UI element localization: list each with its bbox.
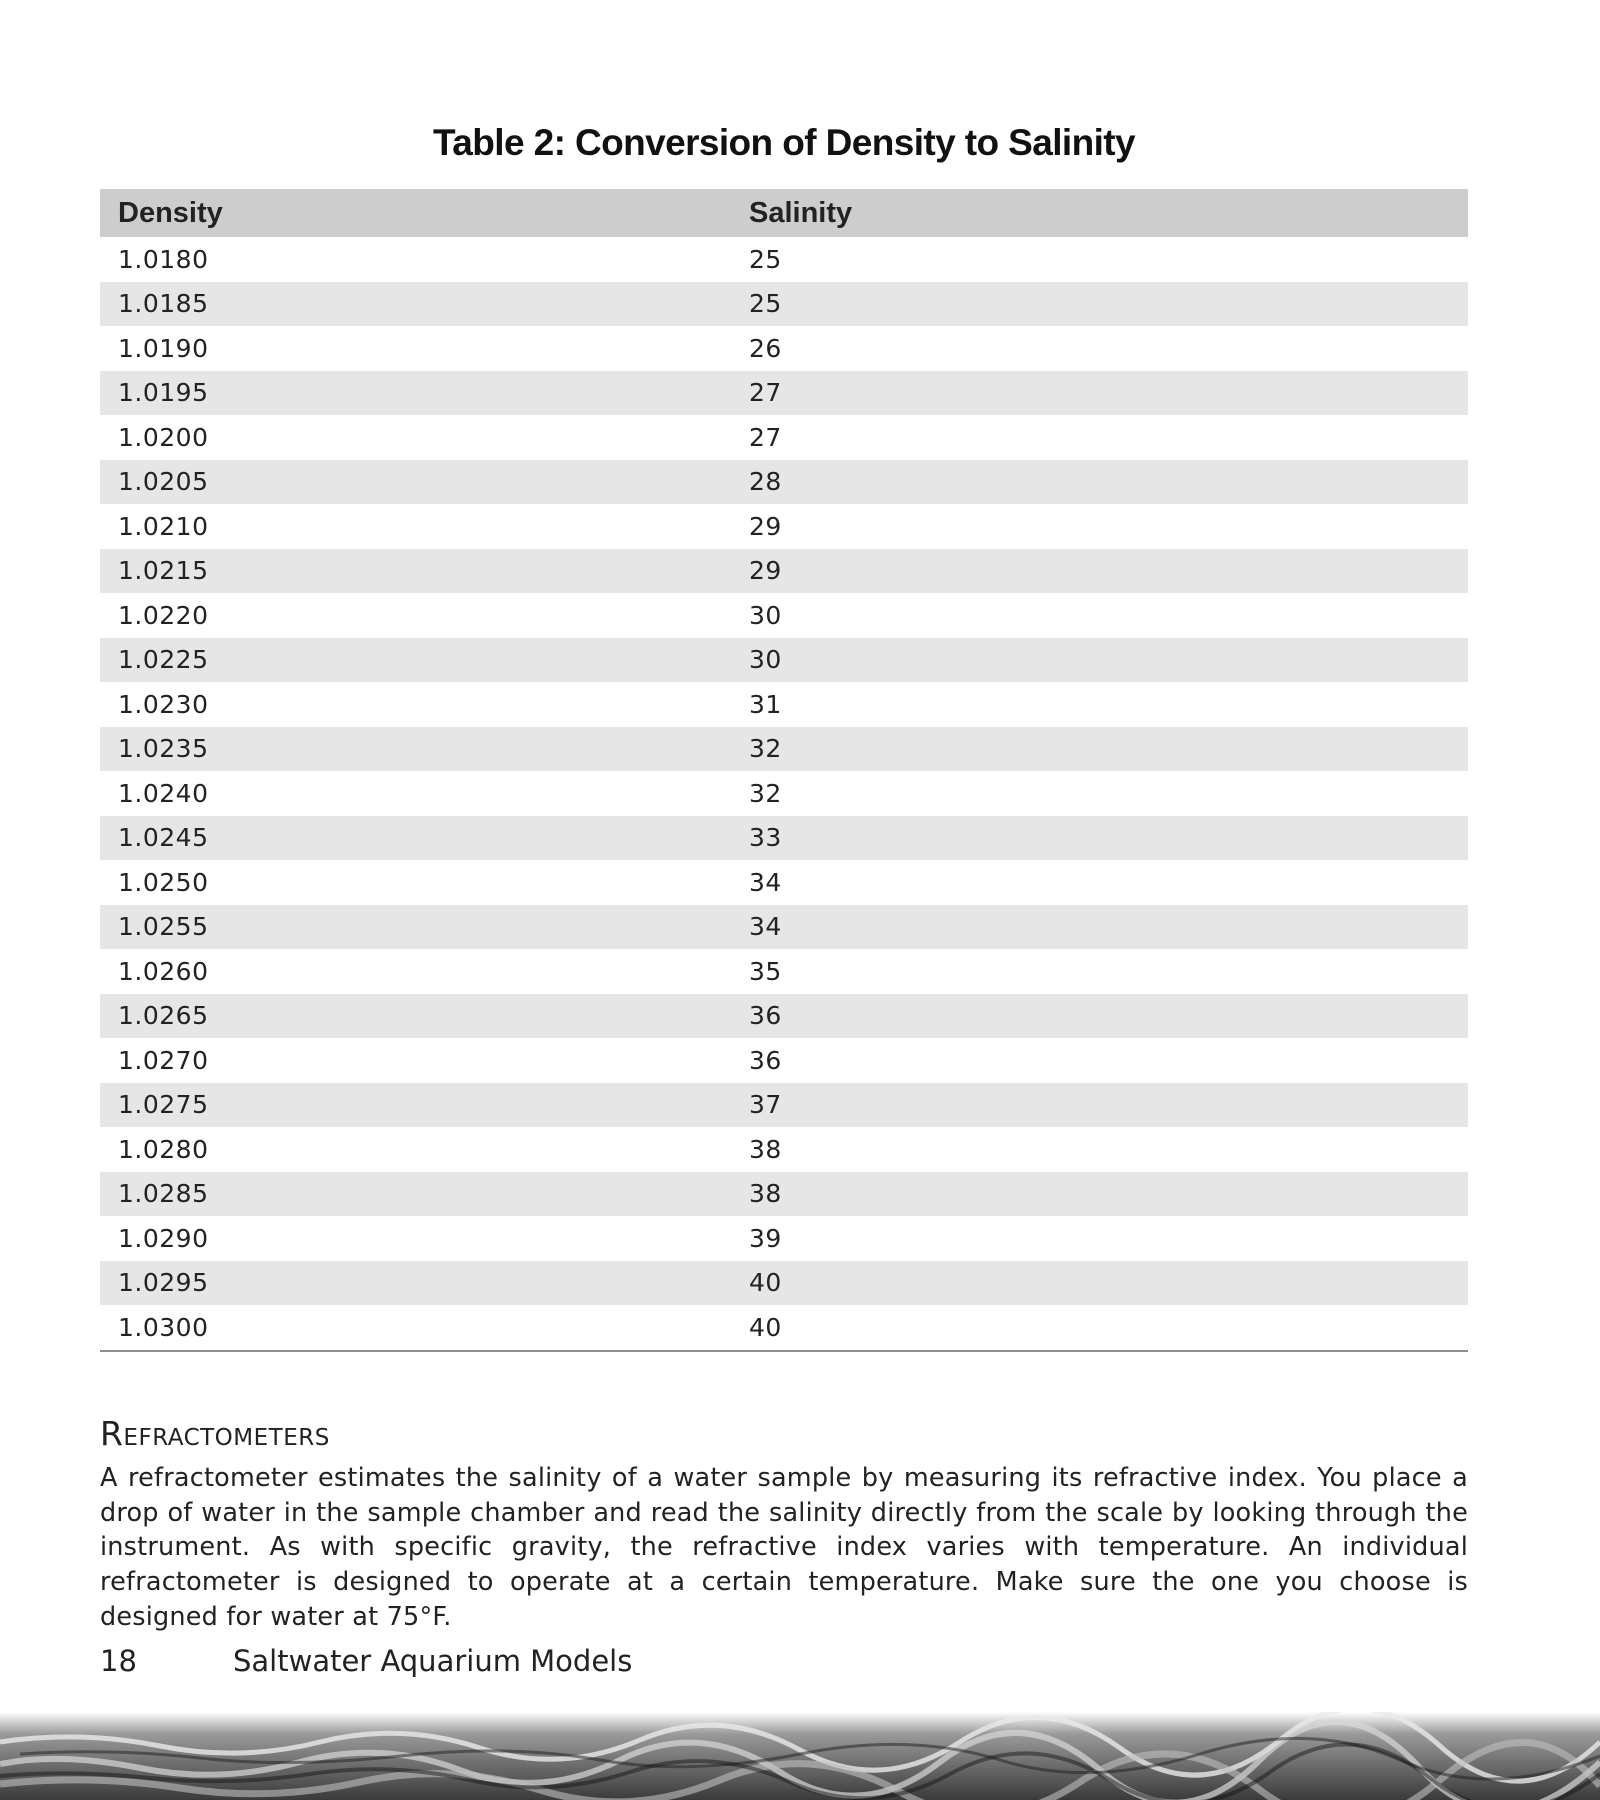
density-cell: 1.0185 xyxy=(118,289,209,319)
water-texture-image xyxy=(0,1712,1600,1800)
density-cell: 1.0295 xyxy=(118,1268,209,1298)
salinity-cell: 28 xyxy=(749,467,782,497)
table-row xyxy=(100,905,1468,950)
table-row xyxy=(100,1216,1468,1261)
salinity-cell: 34 xyxy=(749,867,782,897)
density-cell: 1.0210 xyxy=(118,511,209,541)
table-row xyxy=(100,727,1468,772)
salinity-cell: 29 xyxy=(749,511,782,541)
density-cell: 1.0235 xyxy=(118,734,209,764)
density-cell: 1.0245 xyxy=(118,823,209,853)
salinity-cell: 36 xyxy=(749,1045,782,1075)
table-row xyxy=(100,1083,1468,1128)
table-row xyxy=(100,1261,1468,1306)
salinity-cell: 29 xyxy=(749,556,782,586)
table-row xyxy=(100,504,1468,549)
table-row xyxy=(100,1127,1468,1172)
salinity-cell: 30 xyxy=(749,600,782,630)
salinity-cell: 40 xyxy=(749,1268,782,1298)
table-row xyxy=(100,771,1468,816)
table-row xyxy=(100,593,1468,638)
density-cell: 1.0270 xyxy=(118,1045,209,1075)
salinity-cell: 40 xyxy=(749,1312,782,1342)
density-cell: 1.0255 xyxy=(118,912,209,942)
table-title: Table 2: Conversion of Density to Salinity xyxy=(433,122,1135,163)
density-cell: 1.0300 xyxy=(118,1312,209,1342)
density-cell: 1.0205 xyxy=(118,467,209,497)
salinity-cell: 32 xyxy=(749,778,782,808)
table-row xyxy=(100,1038,1468,1083)
table-row xyxy=(100,237,1468,282)
table-row xyxy=(100,415,1468,460)
table-row xyxy=(100,549,1468,594)
salinity-cell: 38 xyxy=(749,1134,782,1164)
running-title: Saltwater Aquarium Models xyxy=(233,1644,633,1678)
table-row xyxy=(100,460,1468,505)
table-row xyxy=(100,860,1468,905)
table-row xyxy=(100,816,1468,861)
density-cell: 1.0215 xyxy=(118,556,209,586)
density-cell: 1.0265 xyxy=(118,1001,209,1031)
salinity-cell: 26 xyxy=(749,333,782,363)
section-heading: Refractometers xyxy=(100,1414,330,1453)
header-density: Density xyxy=(118,196,223,229)
table-header-row xyxy=(100,189,1468,237)
table-row xyxy=(100,994,1468,1039)
salinity-cell: 30 xyxy=(749,645,782,675)
table-body xyxy=(100,237,1468,1350)
table-row xyxy=(100,682,1468,727)
salinity-cell: 32 xyxy=(749,734,782,764)
section-body-text: A refractometer estimates the salinity of a water sample by measuring its refractive index. You place a drop of water in the sample chamber and read the salinity directly from the scale by looking through the instrument. As with specific gravity, the refractive index varies with temperature. An individual refractometer is designed to operate at a certain temperature. Make sure the one you choose is designed for water at 75°F. xyxy=(100,1463,1468,1632)
table-row xyxy=(100,638,1468,683)
salinity-cell: 25 xyxy=(749,289,782,319)
salinity-cell: 36 xyxy=(749,1001,782,1031)
density-salinity-table xyxy=(100,189,1468,1352)
density-cell: 1.0190 xyxy=(118,333,209,363)
density-cell: 1.0195 xyxy=(118,378,209,408)
density-cell: 1.0220 xyxy=(118,600,209,630)
salinity-cell: 39 xyxy=(749,1223,782,1253)
density-cell: 1.0260 xyxy=(118,956,209,986)
salinity-cell: 27 xyxy=(749,422,782,452)
density-cell: 1.0180 xyxy=(118,244,209,274)
density-cell: 1.0280 xyxy=(118,1134,209,1164)
salinity-cell: 35 xyxy=(749,956,782,986)
density-cell: 1.0250 xyxy=(118,867,209,897)
table-row xyxy=(100,1172,1468,1217)
density-cell: 1.0230 xyxy=(118,689,209,719)
density-cell: 1.0225 xyxy=(118,645,209,675)
salinity-cell: 25 xyxy=(749,244,782,274)
salinity-cell: 38 xyxy=(749,1179,782,1209)
page-number: 18 xyxy=(100,1644,137,1678)
salinity-cell: 34 xyxy=(749,912,782,942)
table-row xyxy=(100,282,1468,327)
table-row xyxy=(100,1305,1468,1350)
table-row xyxy=(100,326,1468,371)
salinity-cell: 31 xyxy=(749,689,782,719)
density-cell: 1.0200 xyxy=(118,422,209,452)
density-cell: 1.0285 xyxy=(118,1179,209,1209)
header-salinity: Salinity xyxy=(749,196,853,229)
density-cell: 1.0290 xyxy=(118,1223,209,1253)
salinity-cell: 33 xyxy=(749,823,782,853)
table-row xyxy=(100,371,1468,416)
salinity-cell: 37 xyxy=(749,1090,782,1120)
salinity-cell: 27 xyxy=(749,378,782,408)
table-row xyxy=(100,949,1468,994)
density-cell: 1.0275 xyxy=(118,1090,209,1120)
density-cell: 1.0240 xyxy=(118,778,209,808)
